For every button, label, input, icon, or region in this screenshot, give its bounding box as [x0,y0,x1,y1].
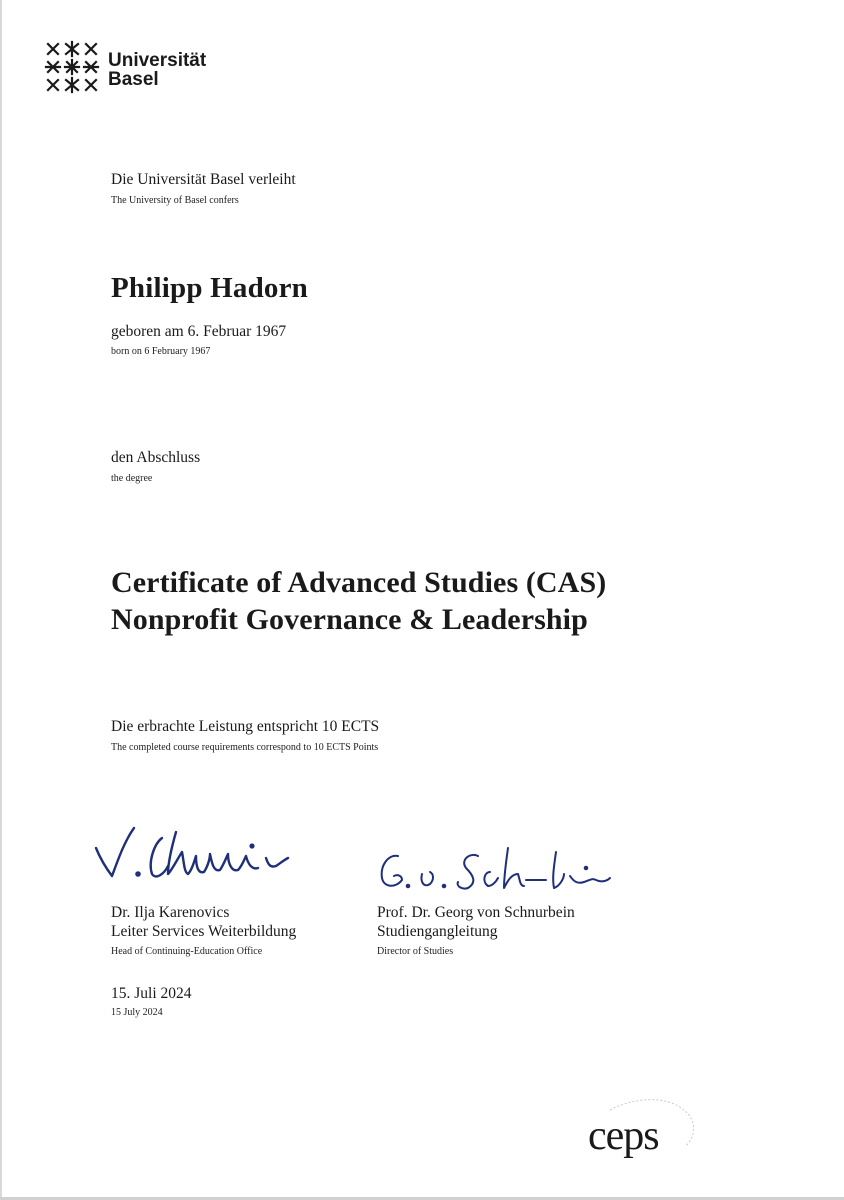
birth-date-de: geboren am 6. Februar 1967 [111,323,287,340]
university-logo [44,40,244,94]
credits-en: The completed course requirements correspond to 10 ECTS Points [111,742,379,753]
degree-title-line-2: Nonprofit Governance & Leadership [111,603,588,636]
degree-intro-de: den Abschluss [111,449,201,466]
degree-intro-en: the degree [111,473,153,484]
university-logo-text [108,51,206,89]
issue-date-de: 15. Juli 2024 [111,985,192,1002]
signatory-right-name: Prof. Dr. Georg von Schnurbein [377,904,575,921]
signatory-left-role-de: Leiter Services Weiterbildung [111,923,297,940]
conferral-en: The University of Basel confers [111,195,239,206]
recipient-name: Philipp Hadorn [111,272,309,304]
signatory-left-role-en: Head of Continuing-Education Office [111,946,263,957]
signatory-right-role-de: Studiengangleitung [377,923,498,940]
ceps-logo: ceps [588,1113,659,1159]
logo-line-2: Basel [108,69,159,90]
conferral-de: Die Universität Basel verleiht [111,171,296,188]
degree-title-line-1: Certificate of Advanced Studies (CAS) [111,566,607,599]
signature-left [92,822,292,890]
signatory-right-role-en: Director of Studies [377,946,454,957]
logo-line-1: Universität [108,50,207,71]
credits-de: Die erbrachte Leistung entspricht 10 ECTS [111,718,380,735]
university-basel-snowflake-icon [44,40,100,94]
signatory-left-name: Dr. Ilja Karenovics [111,904,230,921]
signature-right [374,842,624,898]
issue-date-en: 15 July 2024 [111,1007,163,1018]
page-left-edge [0,0,2,1200]
birth-date-en: born on 6 February 1967 [111,346,211,357]
